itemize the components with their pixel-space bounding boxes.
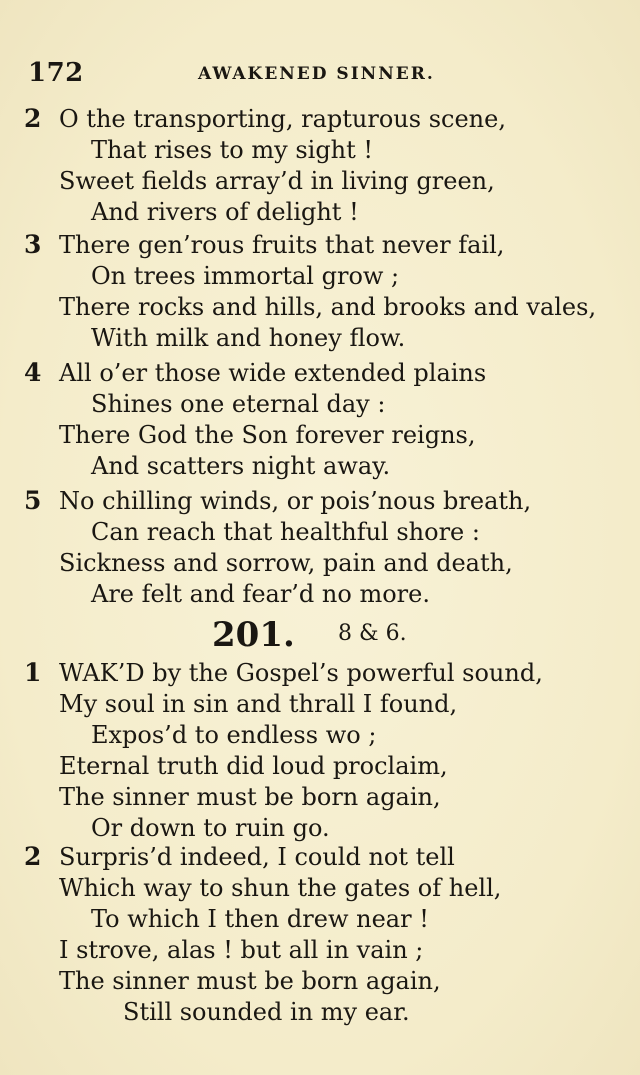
verse-line: Are felt and fear’d no more.	[91, 580, 430, 608]
stanza-number: 2	[24, 842, 42, 871]
verse-line: Expos’d to endless wo ;	[91, 721, 377, 749]
verse-line: Sickness and sorrow, pain and death,	[59, 549, 513, 577]
verse-line: Surpris’d indeed, I could not tell	[59, 843, 455, 871]
verse-line: And scatters night away.	[91, 452, 391, 480]
verse-line: That rises to my sight !	[91, 136, 374, 164]
verse-line: Can reach that healthful shore :	[91, 518, 480, 546]
page-header	[0, 56, 640, 92]
hymn-number: 201.	[212, 615, 295, 655]
verse-line: All o’er those wide extended plains	[59, 359, 487, 387]
verse-line: The sinner must be born again,	[59, 967, 441, 995]
stanza-number: 2	[24, 104, 42, 133]
stanza-number: 1	[24, 658, 42, 687]
verse-line: Which way to shun the gates of hell,	[59, 874, 502, 902]
verse-line: No chilling winds, or pois’nous breath,	[59, 487, 532, 515]
verse-line: Shines one eternal day :	[91, 390, 386, 418]
verse-line: On trees immortal grow ;	[91, 262, 400, 290]
hymn-meter: 8 & 6.	[338, 621, 407, 646]
stanza-number: 3	[24, 230, 42, 259]
verse-line: There God the Son forever reigns,	[59, 421, 476, 449]
verse-line: And rivers of delight !	[91, 198, 359, 226]
verse-line: My soul in sin and thrall I found,	[59, 690, 458, 718]
verse-line: To which I then drew near !	[91, 905, 429, 933]
verse-line: Sweet fields array’d in living green,	[59, 167, 495, 195]
verse-line: There rocks and hills, and brooks and vales,	[59, 293, 597, 321]
verse-line: WAK’D by the Gospel’s powerful sound,	[59, 659, 543, 687]
verse-line: There gen’rous fruits that never fail,	[59, 231, 505, 259]
verse-line: Still sounded in my ear.	[123, 998, 410, 1026]
stanza-number: 5	[24, 486, 42, 515]
verse-line: I strove, alas ! but all in vain ;	[59, 936, 424, 964]
verse-line: Eternal truth did loud proclaim,	[59, 752, 448, 780]
verse-line: Or down to ruin go.	[91, 814, 330, 842]
verse-line: The sinner must be born again,	[59, 783, 441, 811]
verse-line: O the transporting, rapturous scene,	[59, 105, 506, 133]
page-number: 172	[28, 58, 84, 88]
stanza-number: 4	[24, 358, 42, 387]
hymn-heading	[212, 615, 472, 657]
verse-line: With milk and honey flow.	[91, 324, 406, 352]
running-head: AWAKENED SINNER.	[198, 64, 435, 84]
